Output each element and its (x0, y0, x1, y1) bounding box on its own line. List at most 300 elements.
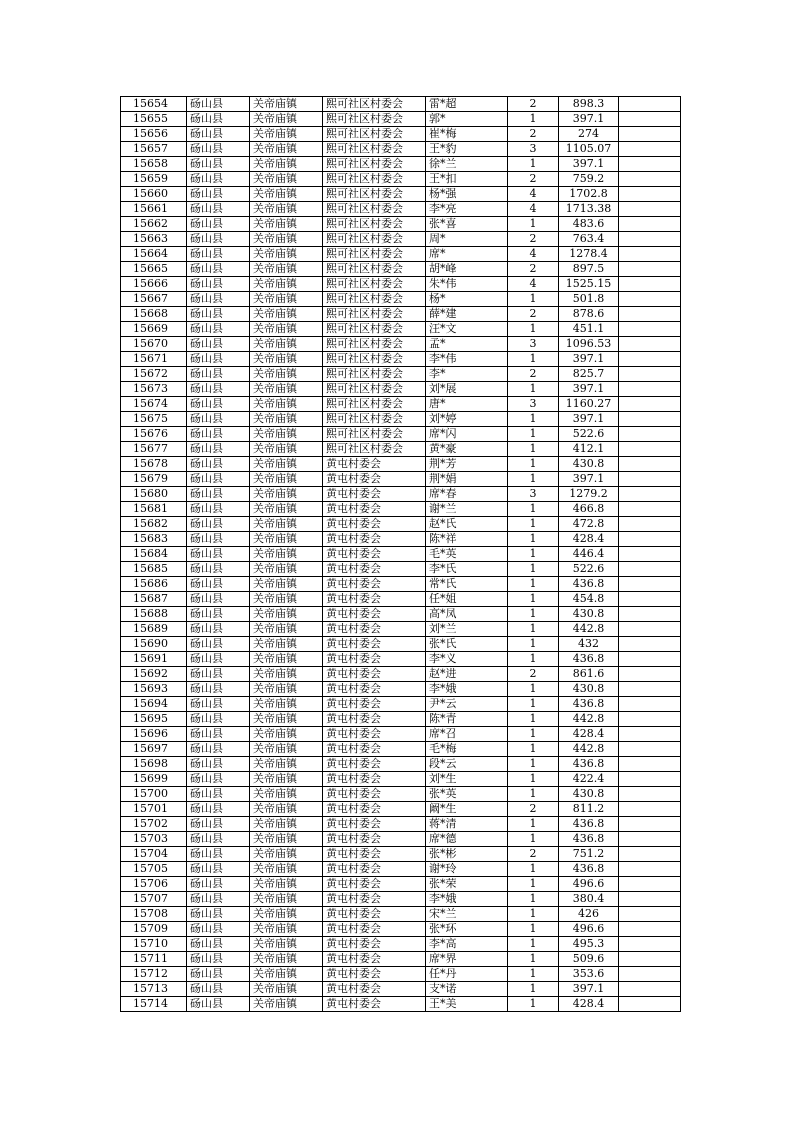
household-count-cell: 3 (508, 487, 559, 502)
county-cell: 砀山县 (187, 382, 250, 397)
amount-cell: 825.7 (559, 367, 619, 382)
row-number-cell: 15704 (121, 847, 187, 862)
county-cell: 砀山县 (187, 142, 250, 157)
name-cell: 李*氏 (426, 562, 508, 577)
town-cell: 关帝庙镇 (250, 397, 323, 412)
town-cell: 关帝庙镇 (250, 907, 323, 922)
town-cell: 关帝庙镇 (250, 277, 323, 292)
county-cell: 砀山县 (187, 397, 250, 412)
name-cell: 杨* (426, 292, 508, 307)
village-cell: 黄屯村委会 (323, 892, 426, 907)
table-row (121, 682, 681, 697)
county-cell: 砀山县 (187, 592, 250, 607)
town-cell: 关帝庙镇 (250, 127, 323, 142)
empty-cell (619, 97, 681, 112)
table-row (121, 712, 681, 727)
amount-cell: 496.6 (559, 877, 619, 892)
village-cell: 黄屯村委会 (323, 652, 426, 667)
row-number-cell: 15663 (121, 232, 187, 247)
amount-cell: 397.1 (559, 157, 619, 172)
county-cell: 砀山县 (187, 787, 250, 802)
empty-cell (619, 862, 681, 877)
table-row (121, 952, 681, 967)
table-row (121, 877, 681, 892)
empty-cell (619, 832, 681, 847)
county-cell: 砀山县 (187, 877, 250, 892)
table-row (121, 382, 681, 397)
county-cell: 砀山县 (187, 712, 250, 727)
empty-cell (619, 352, 681, 367)
household-count-cell: 1 (508, 682, 559, 697)
village-cell: 黄屯村委会 (323, 742, 426, 757)
town-cell: 关帝庙镇 (250, 247, 323, 262)
household-count-cell: 1 (508, 862, 559, 877)
village-cell: 黄屯村委会 (323, 577, 426, 592)
village-cell: 熙可社区村委会 (323, 232, 426, 247)
village-cell: 黄屯村委会 (323, 517, 426, 532)
town-cell: 关帝庙镇 (250, 172, 323, 187)
amount-cell: 763.4 (559, 232, 619, 247)
table-row (121, 427, 681, 442)
table-row (121, 262, 681, 277)
household-count-cell: 1 (508, 892, 559, 907)
name-cell: 荆*娟 (426, 472, 508, 487)
name-cell: 席*闪 (426, 427, 508, 442)
household-count-cell: 1 (508, 547, 559, 562)
village-cell: 黄屯村委会 (323, 637, 426, 652)
village-cell: 熙可社区村委会 (323, 157, 426, 172)
village-cell: 黄屯村委会 (323, 802, 426, 817)
town-cell: 关帝庙镇 (250, 757, 323, 772)
empty-cell (619, 847, 681, 862)
name-cell: 李*高 (426, 937, 508, 952)
village-cell: 熙可社区村委会 (323, 397, 426, 412)
village-cell: 熙可社区村委会 (323, 112, 426, 127)
amount-cell: 430.8 (559, 457, 619, 472)
county-cell: 砀山县 (187, 202, 250, 217)
county-cell: 砀山县 (187, 562, 250, 577)
village-cell: 黄屯村委会 (323, 832, 426, 847)
town-cell: 关帝庙镇 (250, 382, 323, 397)
county-cell: 砀山县 (187, 757, 250, 772)
empty-cell (619, 967, 681, 982)
household-count-cell: 1 (508, 322, 559, 337)
county-cell: 砀山县 (187, 442, 250, 457)
county-cell: 砀山县 (187, 847, 250, 862)
amount-cell: 442.8 (559, 712, 619, 727)
village-cell: 黄屯村委会 (323, 472, 426, 487)
village-cell: 熙可社区村委会 (323, 202, 426, 217)
county-cell: 砀山县 (187, 487, 250, 502)
row-number-cell: 15657 (121, 142, 187, 157)
village-cell: 熙可社区村委会 (323, 367, 426, 382)
town-cell: 关帝庙镇 (250, 487, 323, 502)
county-cell: 砀山县 (187, 127, 250, 142)
household-count-cell: 3 (508, 142, 559, 157)
household-count-cell: 3 (508, 397, 559, 412)
empty-cell (619, 382, 681, 397)
empty-cell (619, 817, 681, 832)
name-cell: 刘*展 (426, 382, 508, 397)
amount-cell: 436.8 (559, 862, 619, 877)
row-number-cell: 15714 (121, 997, 187, 1012)
amount-cell: 446.4 (559, 547, 619, 562)
town-cell: 关帝庙镇 (250, 577, 323, 592)
village-cell: 熙可社区村委会 (323, 172, 426, 187)
row-number-cell: 15682 (121, 517, 187, 532)
empty-cell (619, 697, 681, 712)
table-row (121, 487, 681, 502)
county-cell: 砀山县 (187, 457, 250, 472)
row-number-cell: 15699 (121, 772, 187, 787)
row-number-cell: 15703 (121, 832, 187, 847)
name-cell: 蒋*清 (426, 817, 508, 832)
empty-cell (619, 112, 681, 127)
table-row (121, 577, 681, 592)
table-row (121, 817, 681, 832)
name-cell: 胡*峰 (426, 262, 508, 277)
county-cell: 砀山县 (187, 997, 250, 1012)
name-cell: 席*春 (426, 487, 508, 502)
row-number-cell: 15705 (121, 862, 187, 877)
row-number-cell: 15707 (121, 892, 187, 907)
amount-cell: 353.6 (559, 967, 619, 982)
village-cell: 黄屯村委会 (323, 952, 426, 967)
table-row (121, 532, 681, 547)
table-row (121, 937, 681, 952)
town-cell: 关帝庙镇 (250, 997, 323, 1012)
name-cell: 刘*婷 (426, 412, 508, 427)
table-row (121, 397, 681, 412)
town-cell: 关帝庙镇 (250, 667, 323, 682)
amount-cell: 522.6 (559, 562, 619, 577)
name-cell: 王*扣 (426, 172, 508, 187)
village-cell: 黄屯村委会 (323, 607, 426, 622)
county-cell: 砀山县 (187, 247, 250, 262)
county-cell: 砀山县 (187, 742, 250, 757)
empty-cell (619, 787, 681, 802)
name-cell: 毛*梅 (426, 742, 508, 757)
name-cell: 刘*生 (426, 772, 508, 787)
household-count-cell: 1 (508, 787, 559, 802)
town-cell: 关帝庙镇 (250, 187, 323, 202)
name-cell: 赵*氏 (426, 517, 508, 532)
empty-cell (619, 172, 681, 187)
village-cell: 熙可社区村委会 (323, 322, 426, 337)
town-cell: 关帝庙镇 (250, 697, 323, 712)
village-cell: 黄屯村委会 (323, 682, 426, 697)
village-cell: 黄屯村委会 (323, 982, 426, 997)
town-cell: 关帝庙镇 (250, 502, 323, 517)
amount-cell: 412.1 (559, 442, 619, 457)
row-number-cell: 15661 (121, 202, 187, 217)
household-count-cell: 1 (508, 727, 559, 742)
amount-cell: 1702.8 (559, 187, 619, 202)
name-cell: 张*环 (426, 922, 508, 937)
name-cell: 席*召 (426, 727, 508, 742)
name-cell: 谢*兰 (426, 502, 508, 517)
empty-cell (619, 577, 681, 592)
town-cell: 关帝庙镇 (250, 367, 323, 382)
empty-cell (619, 232, 681, 247)
amount-cell: 426 (559, 907, 619, 922)
county-cell: 砀山县 (187, 622, 250, 637)
town-cell: 关帝庙镇 (250, 472, 323, 487)
row-number-cell: 15674 (121, 397, 187, 412)
table-row (121, 157, 681, 172)
row-number-cell: 15689 (121, 622, 187, 637)
empty-cell (619, 127, 681, 142)
town-cell: 关帝庙镇 (250, 532, 323, 547)
amount-cell: 428.4 (559, 997, 619, 1012)
row-number-cell: 15676 (121, 427, 187, 442)
county-cell: 砀山县 (187, 277, 250, 292)
village-cell: 熙可社区村委会 (323, 427, 426, 442)
name-cell: 赵*进 (426, 667, 508, 682)
amount-cell: 1096.53 (559, 337, 619, 352)
empty-cell (619, 472, 681, 487)
county-cell: 砀山县 (187, 172, 250, 187)
row-number-cell: 15700 (121, 787, 187, 802)
name-cell: 张*喜 (426, 217, 508, 232)
household-count-cell: 1 (508, 352, 559, 367)
village-cell: 熙可社区村委会 (323, 127, 426, 142)
household-count-cell: 1 (508, 712, 559, 727)
household-count-cell: 1 (508, 457, 559, 472)
county-cell: 砀山县 (187, 157, 250, 172)
household-count-cell: 1 (508, 427, 559, 442)
name-cell: 李*伟 (426, 352, 508, 367)
empty-cell (619, 517, 681, 532)
household-count-cell: 1 (508, 502, 559, 517)
name-cell: 张*英 (426, 787, 508, 802)
row-number-cell: 15697 (121, 742, 187, 757)
empty-cell (619, 637, 681, 652)
town-cell: 关帝庙镇 (250, 142, 323, 157)
county-cell: 砀山县 (187, 367, 250, 382)
county-cell: 砀山县 (187, 187, 250, 202)
empty-cell (619, 757, 681, 772)
empty-cell (619, 772, 681, 787)
household-count-cell: 1 (508, 562, 559, 577)
empty-cell (619, 667, 681, 682)
town-cell: 关帝庙镇 (250, 412, 323, 427)
household-count-cell: 2 (508, 367, 559, 382)
row-number-cell: 15671 (121, 352, 187, 367)
table-row (121, 862, 681, 877)
row-number-cell: 15654 (121, 97, 187, 112)
table-row (121, 562, 681, 577)
name-cell: 崔*梅 (426, 127, 508, 142)
name-cell: 王*豹 (426, 142, 508, 157)
empty-cell (619, 247, 681, 262)
amount-cell: 436.8 (559, 577, 619, 592)
table-body (121, 97, 681, 1012)
amount-cell: 432 (559, 637, 619, 652)
empty-cell (619, 187, 681, 202)
empty-cell (619, 652, 681, 667)
amount-cell: 1279.2 (559, 487, 619, 502)
empty-cell (619, 877, 681, 892)
row-number-cell: 15685 (121, 562, 187, 577)
amount-cell: 380.4 (559, 892, 619, 907)
amount-cell: 397.1 (559, 112, 619, 127)
household-count-cell: 2 (508, 667, 559, 682)
name-cell: 宋*兰 (426, 907, 508, 922)
row-number-cell: 15679 (121, 472, 187, 487)
amount-cell: 430.8 (559, 607, 619, 622)
row-number-cell: 15698 (121, 757, 187, 772)
village-cell: 熙可社区村委会 (323, 382, 426, 397)
name-cell: 段*云 (426, 757, 508, 772)
amount-cell: 878.6 (559, 307, 619, 322)
household-count-cell: 1 (508, 832, 559, 847)
county-cell: 砀山县 (187, 322, 250, 337)
name-cell: 李*义 (426, 652, 508, 667)
county-cell: 砀山县 (187, 517, 250, 532)
county-cell: 砀山县 (187, 727, 250, 742)
town-cell: 关帝庙镇 (250, 742, 323, 757)
row-number-cell: 15712 (121, 967, 187, 982)
household-count-cell: 1 (508, 937, 559, 952)
empty-cell (619, 367, 681, 382)
village-cell: 熙可社区村委会 (323, 337, 426, 352)
village-cell: 黄屯村委会 (323, 457, 426, 472)
village-cell: 黄屯村委会 (323, 757, 426, 772)
table-row (121, 142, 681, 157)
county-cell: 砀山县 (187, 97, 250, 112)
empty-cell (619, 952, 681, 967)
village-cell: 熙可社区村委会 (323, 247, 426, 262)
row-number-cell: 15658 (121, 157, 187, 172)
town-cell: 关帝庙镇 (250, 157, 323, 172)
town-cell: 关帝庙镇 (250, 427, 323, 442)
empty-cell (619, 337, 681, 352)
empty-cell (619, 397, 681, 412)
town-cell: 关帝庙镇 (250, 817, 323, 832)
empty-cell (619, 907, 681, 922)
village-cell: 熙可社区村委会 (323, 277, 426, 292)
amount-cell: 436.8 (559, 757, 619, 772)
row-number-cell: 15706 (121, 877, 187, 892)
household-count-cell: 1 (508, 592, 559, 607)
county-cell: 砀山县 (187, 502, 250, 517)
table-row (121, 622, 681, 637)
table-row (121, 922, 681, 937)
household-count-cell: 2 (508, 127, 559, 142)
village-cell: 黄屯村委会 (323, 997, 426, 1012)
household-count-cell: 2 (508, 232, 559, 247)
village-cell: 黄屯村委会 (323, 877, 426, 892)
table-row (121, 997, 681, 1012)
county-cell: 砀山县 (187, 892, 250, 907)
county-cell: 砀山县 (187, 862, 250, 877)
amount-cell: 1105.07 (559, 142, 619, 157)
town-cell: 关帝庙镇 (250, 607, 323, 622)
name-cell: 常*氏 (426, 577, 508, 592)
empty-cell (619, 592, 681, 607)
table-row (121, 442, 681, 457)
name-cell: 张*彬 (426, 847, 508, 862)
household-count-cell: 1 (508, 292, 559, 307)
town-cell: 关帝庙镇 (250, 892, 323, 907)
county-cell: 砀山县 (187, 112, 250, 127)
name-cell: 尹*云 (426, 697, 508, 712)
amount-cell: 436.8 (559, 652, 619, 667)
town-cell: 关帝庙镇 (250, 232, 323, 247)
village-cell: 熙可社区村委会 (323, 142, 426, 157)
village-cell: 黄屯村委会 (323, 862, 426, 877)
table-row (121, 172, 681, 187)
name-cell: 张*荣 (426, 877, 508, 892)
town-cell: 关帝庙镇 (250, 967, 323, 982)
amount-cell: 501.8 (559, 292, 619, 307)
name-cell: 任*丹 (426, 967, 508, 982)
county-cell: 砀山县 (187, 802, 250, 817)
household-count-cell: 4 (508, 247, 559, 262)
empty-cell (619, 547, 681, 562)
table-row (121, 982, 681, 997)
village-cell: 熙可社区村委会 (323, 187, 426, 202)
empty-cell (619, 727, 681, 742)
row-number-cell: 15668 (121, 307, 187, 322)
household-count-cell: 3 (508, 337, 559, 352)
row-number-cell: 15662 (121, 217, 187, 232)
row-number-cell: 15686 (121, 577, 187, 592)
town-cell: 关帝庙镇 (250, 217, 323, 232)
empty-cell (619, 922, 681, 937)
table-row (121, 592, 681, 607)
table-row (121, 97, 681, 112)
name-cell: 席*界 (426, 952, 508, 967)
village-cell: 黄屯村委会 (323, 622, 426, 637)
amount-cell: 436.8 (559, 697, 619, 712)
amount-cell: 472.8 (559, 517, 619, 532)
empty-cell (619, 982, 681, 997)
name-cell: 汪*文 (426, 322, 508, 337)
amount-cell: 422.4 (559, 772, 619, 787)
household-count-cell: 1 (508, 952, 559, 967)
household-count-cell: 1 (508, 922, 559, 937)
name-cell: 刘*兰 (426, 622, 508, 637)
empty-cell (619, 562, 681, 577)
amount-cell: 1160.27 (559, 397, 619, 412)
table-row (121, 217, 681, 232)
table-row (121, 502, 681, 517)
table-row (121, 202, 681, 217)
county-cell: 砀山县 (187, 547, 250, 562)
row-number-cell: 15695 (121, 712, 187, 727)
household-count-cell: 1 (508, 577, 559, 592)
amount-cell: 436.8 (559, 817, 619, 832)
amount-cell: 442.8 (559, 622, 619, 637)
county-cell: 砀山县 (187, 637, 250, 652)
village-cell: 熙可社区村委会 (323, 292, 426, 307)
village-cell: 黄屯村委会 (323, 667, 426, 682)
village-cell: 熙可社区村委会 (323, 217, 426, 232)
amount-cell: 454.8 (559, 592, 619, 607)
table-row (121, 127, 681, 142)
amount-cell: 436.8 (559, 832, 619, 847)
town-cell: 关帝庙镇 (250, 547, 323, 562)
empty-cell (619, 742, 681, 757)
village-cell: 黄屯村委会 (323, 547, 426, 562)
empty-cell (619, 937, 681, 952)
household-count-cell: 1 (508, 622, 559, 637)
amount-cell: 397.1 (559, 472, 619, 487)
name-cell: 李*娥 (426, 892, 508, 907)
household-count-cell: 1 (508, 517, 559, 532)
